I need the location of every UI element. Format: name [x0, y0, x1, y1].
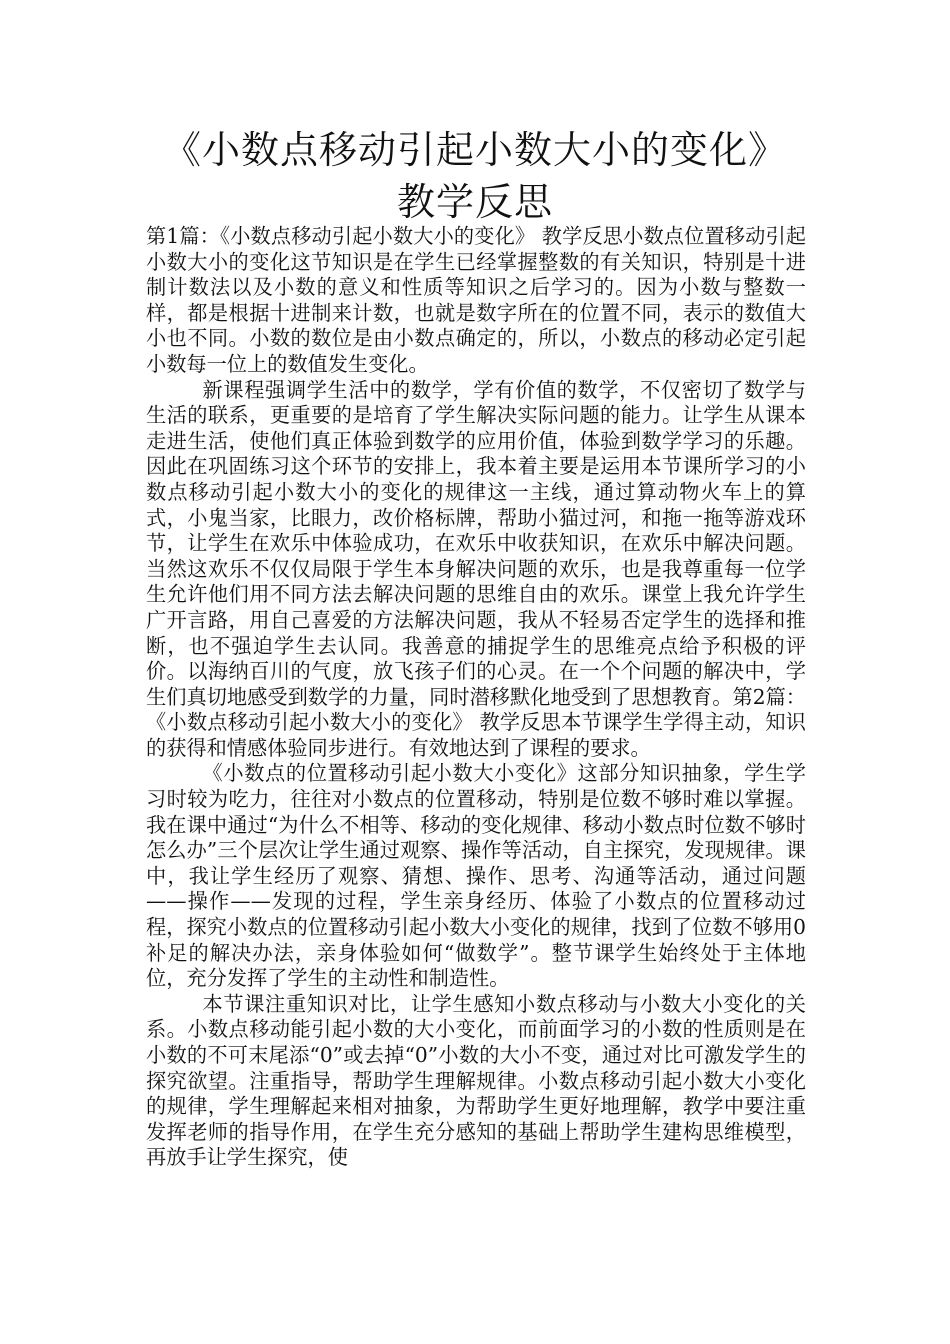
paragraph-4: 本节课注重知识对比，让学生感知小数点移动与小数大小变化的关系。小数点移动能引起小数的大小变化，而前面学习的小数的性质则是在小数的不可末尾添“0”或去掉“0”小数的大小不变，通过对比可激发学生的探究欲望。注重指导，帮助学生理解规律。小数点移动引起小数大小变化的规律，学生理解起来相对抽象，为帮助学生更好地理解，教学中要注重发挥老师的指导作用，在学生充分感知的基础上帮助学生建构思维模型，再放手让学生探究，使 [146, 991, 806, 1170]
paragraph-1: 第1篇：《小数点移动引起小数大小的变化》 教学反思小数点位置移动引起小数大小的变化这节知识是在学生已经掌握整数的有关知识，特别是十进制计数法以及小数的意义和性质等知识之后学习的。因为小数与整数一样，都是根据十进制来计数，也就是数字所在的位置不同，表示的数值大小也不同。小数的数位是由小数点确定的，所以，小数点的移动必定引起小数每一位上的数值发生变化。 [146, 224, 806, 376]
paragraph-3: 《小数点的位置移动引起小数大小变化》这部分知识抽象，学生学习时较为吃力，往往对小数点的位置移动，特别是位数不够时难以掌握。我在课中通过“为什么不相等、移动的变化规律、移动小数点时位数不够时怎么办”三个层次让学生通过观察、操作等活动，自主探究，发现规律。课中，我让学生经历了观察、猜想、操作、思考、沟通等活动，通过问题——操作——发现的过程，学生亲身经历、体验了小数点的位置移动过程，探究小数点的位置移动引起小数大小变化的规律，找到了位数不够用0补足的解决办法，亲身体验如何“做数学”。整节课学生始终处于主体地位，充分发挥了学生的主动性和制造性。 [146, 761, 806, 991]
document-title: 《小数点移动引起小数大小的变化》 教学反思 [162, 128, 787, 224]
document-body [146, 224, 806, 1171]
paragraph-2: 新课程强调学生活中的数学，学有价值的数学，不仅密切了数学与生活的联系，更重要的是培育了学生解决实际问题的能力。让学生从课本走进生活，使他们真正体验到数学的应用价值，体验到数学学习的乐趣。因此在巩固练习这个环节的安排上，我本着主要是运用本节课所学习的小数点移动引起小数大小的变化的规律这一主线，通过算动物火车上的算式，小鬼当家，比眼力，改价格标牌，帮助小猫过河，和拖一拖等游戏环节，让学生在欢乐中体验成功，在欢乐中收获知识，在欢乐中解决问题。当然这欢乐不仅仅局限于学生本身解决问题的欢乐，也是我尊重每一位学生允许他们用不同方法去解决问题的思维自由的欢乐。课堂上我允许学生广开言路，用自己喜爱的方法解决问题，我从不轻易否定学生的选择和推断，也不强迫学生去认同。我善意的捕捉学生的思维亮点给予积极的评价。以海纳百川的气度，放飞孩子们的心灵。在一个个问题的解决中，学生们真切地感受到数学的力量，同时潜移默化地受到了思想教育。第2篇：《小数点移动引起小数大小的变化》 教学反思本节课学生学得主动，知识的获得和情感体验同步进行。有效地达到了课程的要求。 [146, 377, 806, 760]
